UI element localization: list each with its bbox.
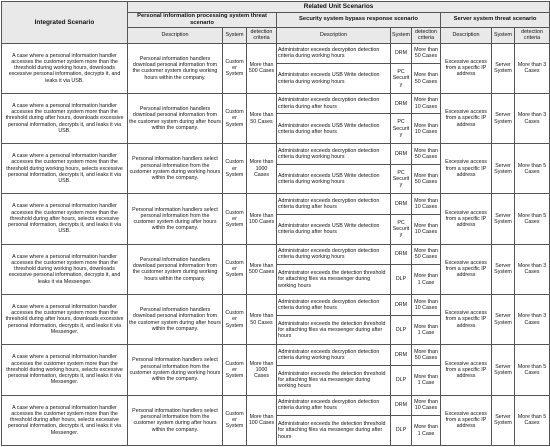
security-criteria-cell: More than 50 Cases [412, 43, 441, 64]
integrated-scenario-header: Integrated Scenario [2, 2, 128, 44]
col-header-detection-criteria: detection criteria [412, 27, 441, 43]
security-description-cell: Administrator exceeds decryption detection criteria during working hours [277, 244, 391, 265]
table-row [2, 345, 550, 366]
personal-info-system-cell: Customer System [223, 43, 247, 93]
integrated-scenario-cell: A case where a personal information handler accesses the customer system more than the threshold during working hours, downloads excessive personal information, decrypts it, and leaks it via USB. [2, 43, 128, 93]
server-criteria-cell: More than 5 Cases [515, 345, 550, 395]
security-description-cell: Administrator exceeds decryption detection criteria during working hours [277, 345, 391, 366]
personal-info-description-cell: Personal information handlers select personal information from the customer system during working hours within the company. [128, 345, 223, 395]
table-row [2, 294, 550, 315]
security-criteria-cell: More than 10 Cases [412, 395, 441, 416]
personal-info-criteria-cell: More than 1000 Cases [247, 144, 277, 194]
server-system-cell: Server System [492, 144, 515, 194]
personal-info-description-cell: Personal information handlers download personal information from the customer system during working hours within the company. [128, 244, 223, 294]
security-criteria-cell: More than 1 Case [412, 416, 441, 446]
security-criteria-cell: More than 50 Cases [412, 64, 441, 94]
personal-info-criteria-cell: More than 50 Cases [247, 93, 277, 143]
personal-info-criteria-cell: More than 500 Cases [247, 244, 277, 294]
table-row [2, 144, 550, 165]
security-criteria-cell: More than 1 Case [412, 365, 441, 395]
server-description-cell: Excessive access from a specific IP address [441, 194, 492, 244]
security-criteria-cell: More than 10 Cases [412, 114, 441, 144]
col-header-description: Description [277, 27, 391, 43]
server-system-cell: Server System [492, 395, 515, 445]
server-criteria-cell: More than 3 Cases [515, 43, 550, 93]
security-criteria-cell: More than 10 Cases [412, 93, 441, 114]
integrated-scenario-cell: A case where a personal information handler accesses the customer system more than the threshold during working hours, selects excessive personal information, decrypts it, and leaks it via Messenger. [2, 345, 128, 395]
personal-info-description-cell: Personal information handlers download personal information from the customer system during after hours within the company. [128, 294, 223, 344]
security-system-cell: DLP [391, 416, 412, 446]
security-criteria-cell: More than 50 Cases [412, 244, 441, 265]
security-description-cell: Administrator exceeds the detection threshold for attaching files via messenger during after hours [277, 416, 391, 446]
personal-info-description-cell: Personal information handlers select personal information from the customer system during working hours within the company. [128, 144, 223, 194]
table-row [2, 43, 550, 64]
group-header-security-bypass: Security system bypass response scenario [277, 13, 441, 28]
col-header-system: System [223, 27, 247, 43]
security-system-cell: DLP [391, 315, 412, 345]
security-description-cell: Administrator exceeds the detection threshold for attaching files via messenger during working hours [277, 365, 391, 395]
table-row [2, 194, 550, 215]
personal-info-system-cell: Customer System [223, 93, 247, 143]
personal-info-system-cell: Customer System [223, 294, 247, 344]
integrated-scenario-cell: A case where a personal information handler accesses the customer system more than the threshold during after hours, downloads excessive personal information, decrypts it, and leaks it via Messenger. [2, 294, 128, 344]
server-description-cell: Excessive access from a specific IP address [441, 43, 492, 93]
server-system-cell: Server System [492, 93, 515, 143]
security-criteria-cell: More than 1 Case [412, 315, 441, 345]
personal-info-system-cell: Customer System [223, 244, 247, 294]
security-criteria-cell: More than 10 Cases [412, 214, 441, 244]
security-description-cell: Administrator exceeds decryption detection criteria during working hours [277, 144, 391, 165]
security-system-cell: PC Security [391, 164, 412, 194]
server-description-cell: Excessive access from a specific IP address [441, 93, 492, 143]
server-criteria-cell: More than 5 Cases [515, 395, 550, 445]
security-system-cell: DRM [391, 144, 412, 165]
integrated-scenario-cell: A case where a personal information handler accesses the customer system more than the threshold during after hours, selects excessive personal information, decrypts it, and leaks it via USB. [2, 194, 128, 244]
personal-info-description-cell: Personal information handlers download personal information from the customer system during working hours within the company. [128, 43, 223, 93]
server-system-cell: Server System [492, 43, 515, 93]
security-description-cell: Administrator exceeds the detection threshold for attaching files via messenger during after hours [277, 315, 391, 345]
personal-info-criteria-cell: More than 50 Cases [247, 294, 277, 344]
security-system-cell: PC Security [391, 214, 412, 244]
security-criteria-cell: More than 50 Cases [412, 164, 441, 194]
security-description-cell: Administrator exceeds decryption detection criteria during after hours [277, 93, 391, 114]
server-description-cell: Excessive access from a specific IP address [441, 345, 492, 395]
security-criteria-cell: More than 50 Cases [412, 144, 441, 165]
integrated-scenario-cell: A case where a personal information handler accesses the customer system more than the threshold during working hours, selects excessive personal information, decrypts it, and leaks it via USB. [2, 144, 128, 194]
table-header [2, 2, 550, 44]
security-system-cell: DRM [391, 194, 412, 215]
security-description-cell: Administrator exceeds decryption detection criteria during working hours [277, 43, 391, 64]
personal-info-description-cell: Personal information handlers select personal information from the customer system during after hours within the company. [128, 395, 223, 445]
personal-info-system-cell: Customer System [223, 194, 247, 244]
integrated-scenario-cell: A case where a personal information handler accesses the customer system more than the threshold during after hours, downloads excessive personal information, decrypts it, and leaks it via USB. [2, 93, 128, 143]
security-system-cell: PC Security [391, 114, 412, 144]
security-description-cell: Administrator exceeds decryption detection criteria during after hours [277, 395, 391, 416]
server-description-cell: Excessive access from a specific IP address [441, 395, 492, 445]
server-criteria-cell: More than 5 Cases [515, 144, 550, 194]
server-system-cell: Server System [492, 345, 515, 395]
group-header-server-threat: Server system threat scenario [441, 13, 550, 28]
col-header-description: Description [128, 27, 223, 43]
security-description-cell: Administrator exceeds USB Write detection criteria during working hours [277, 64, 391, 94]
personal-info-description-cell: Personal information handlers select personal information from the customer system during after hours within the company. [128, 194, 223, 244]
server-description-cell: Excessive access from a specific IP address [441, 244, 492, 294]
integrated-scenario-cell: A case where a personal information handler accesses the customer system more than the threshold during after hours, selects excessive personal information, decrypts it, and leaks it via Messenger. [2, 395, 128, 445]
personal-info-description-cell: Personal information handlers download personal information from the customer system during after hours within the company. [128, 93, 223, 143]
table-body [2, 43, 550, 445]
security-system-cell: DRM [391, 395, 412, 416]
server-criteria-cell: More than 3 Cases [515, 93, 550, 143]
server-criteria-cell: More than 3 Cases [515, 244, 550, 294]
server-description-cell: Excessive access from a specific IP address [441, 294, 492, 344]
col-header-system: System [391, 27, 412, 43]
personal-info-criteria-cell: More than 100 Cases [247, 194, 277, 244]
security-description-cell: Administrator exceeds decryption detection criteria during after hours [277, 294, 391, 315]
security-description-cell: Administrator exceeds USB Write detection criteria during working hours [277, 164, 391, 194]
security-system-cell: DRM [391, 345, 412, 366]
security-description-cell: Administrator exceeds the detection threshold for attaching files via messenger during working hours [277, 265, 391, 295]
security-criteria-cell: More than 10 Cases [412, 194, 441, 215]
server-description-cell: Excessive access from a specific IP address [441, 144, 492, 194]
security-description-cell: Administrator exceeds USB Write detection criteria during after hours [277, 114, 391, 144]
security-criteria-cell: More than 10 Cases [412, 294, 441, 315]
server-system-cell: Server System [492, 294, 515, 344]
table-row [2, 93, 550, 114]
personal-info-system-cell: Customer System [223, 395, 247, 445]
col-header-detection-criteria: detection criteria [247, 27, 277, 43]
personal-info-criteria-cell: More than 500 Cases [247, 43, 277, 93]
security-system-cell: DLP [391, 365, 412, 395]
personal-info-criteria-cell: More than 100 Cases [247, 395, 277, 445]
security-description-cell: Administrator exceeds decryption detection criteria during after hours [277, 194, 391, 215]
server-system-cell: Server System [492, 194, 515, 244]
security-criteria-cell: More than 1 Case [412, 265, 441, 295]
scenario-table [1, 1, 550, 446]
security-system-cell: DRM [391, 244, 412, 265]
server-system-cell: Server System [492, 244, 515, 294]
group-header-personal-info: Personal information processing system threat scenario [128, 13, 277, 28]
security-system-cell: DRM [391, 294, 412, 315]
server-criteria-cell: More than 5 Cases [515, 194, 550, 244]
personal-info-system-cell: Customer System [223, 345, 247, 395]
integrated-scenario-cell: A case where a personal information handler accesses the customer system more than the threshold during working hours, downloads excessive personal information, decrypts it, and leaks it via Messenger. [2, 244, 128, 294]
personal-info-criteria-cell: More than 1000 Cases [247, 345, 277, 395]
security-criteria-cell: More than 50 Cases [412, 345, 441, 366]
col-header-detection-criteria: detection criteria [515, 27, 550, 43]
table-row [2, 244, 550, 265]
security-system-cell: DRM [391, 43, 412, 64]
security-system-cell: DLP [391, 265, 412, 295]
col-header-system: System [492, 27, 515, 43]
security-description-cell: Administrator exceeds USB Write detection criteria during after hours [277, 214, 391, 244]
related-unit-scenarios-header: Related Unit Scenarios [128, 2, 550, 13]
security-system-cell: DRM [391, 93, 412, 114]
table-row [2, 395, 550, 416]
security-system-cell: PC Security [391, 64, 412, 94]
personal-info-system-cell: Customer System [223, 144, 247, 194]
col-header-description: Description [441, 27, 492, 43]
server-criteria-cell: More than 3 Cases [515, 294, 550, 344]
